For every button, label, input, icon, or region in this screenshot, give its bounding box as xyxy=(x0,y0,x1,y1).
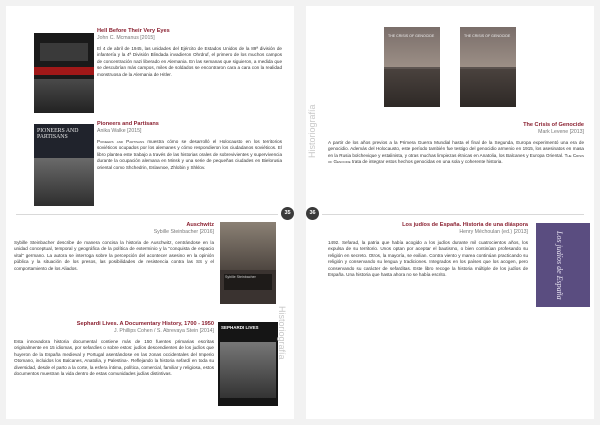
book-author: Henry Méchoulan (ed.) [2013] xyxy=(459,229,528,235)
book-cover-crisis-of-genocide-vol1[interactable] xyxy=(384,27,440,107)
book-entry-crisis xyxy=(328,122,584,166)
book-author: Anika Walke [2015] xyxy=(97,128,142,134)
book-entry-pioneers xyxy=(97,121,282,171)
divider xyxy=(322,214,584,215)
book-entry-hell xyxy=(97,28,282,78)
book-author: Mark Levene [2013] xyxy=(538,129,584,135)
book-title[interactable]: Auschwitz xyxy=(186,222,214,228)
page-number-left: 35 xyxy=(281,207,294,220)
cover-title: THE CRISIS OF GENOCIDE xyxy=(464,34,511,38)
book-entry-sephardi xyxy=(14,321,214,377)
book-cover-sephardi-lives[interactable] xyxy=(218,322,278,406)
page-number-right: 36 xyxy=(306,207,319,220)
left-page xyxy=(6,6,294,419)
book-cover-auschwitz[interactable] xyxy=(220,222,276,304)
book-description: A partir de los años previos a la Primera Guerra Mundial hasta el final de la Segunda, Europa experimentó una era de genocidio. Además del Holocausto, este período también fue testigo del genocidio armenio en 1915, los asesinatos en masa en la Rusia bolchevique y estalinista, y otras muchas limpiezas étnicas en Anatolia, los Balcanes y Europa Oriental. The Crisis of Genocide trata de integrar estos hechos genocidas en una sola y coherente historia. xyxy=(328,140,584,165)
book-title[interactable]: The Crisis of Genocide xyxy=(523,122,584,128)
cover-label: Sybille Steinbacher xyxy=(224,274,272,290)
book-title-inline: Pioneers and Partisans xyxy=(97,139,145,144)
cover-title: Los judíos de España xyxy=(555,231,564,300)
cover-title: PIONEERS AND PARTISANS xyxy=(37,128,79,141)
book-description: El 4 de abril de 1945, las unidades del Ejército de Estados Unidos de la 89ª división de infantería y la 4ª División Blindada invadieron Ohrdruf, el primero de los muchos campos de concentración nazi liberado en Alemania. En las semanas que siguieron, a medida que se descubrían más campos, miles de soldados se encontraron cara a cara con la realidad monstruosa de la Alemania de Hitler. xyxy=(97,46,282,77)
book-description: Sybille Steinbacher describe de manera concisa la historia de Auschwitz, centrándose en la unidad conceptual, temporal y geográfica de la política de exterminio y la "conquista de espacio vital" germano. La autora se interroga sobre la percepción del acontecer asesino en la opinión pública y la situación de los presos, las posibilidades de resistencia contra las SS y el comportamiento de los Aliados. xyxy=(14,240,214,271)
book-entry-judios xyxy=(328,222,528,278)
book-description: Pioneers and Partisans muestra cómo se desarrolló el Holocausto en los territorios soviéticos ocupados por los alemanes y cómo respondieron los ciudadanos soviéticos. El libro plantea este trabajo a través de las historias orales de sobrevivientes y supervivencia durante la ocupación alemana en Minsk y una serie de pequeñas ciudades en Bielorusia oriental como Shchedrin, Eslavnoe, Zhlobin y Shklov. xyxy=(97,139,282,170)
book-description: Esta innovadora historia documental contiene más de 150 fuentes primarias escritas originalmente en 15 idiomas, por sefardíes o sobre estos: judíos descendientes de los judíos que huyeron de la España medieval y Portugal asentándose en las zonas occidentales del Imperio Otomano, incluidos los Balcanes, Anatolia, y Palestina-. Reflejando la historia sefardí en toda su diversidad, desde el parto a la corte, la esfera íntima, política, comercial, familiar y religiosa, estos documentos muestran la vida dentro de estas comunidades judías distintivas. xyxy=(14,339,214,377)
section-label-historiografia: Historiografía xyxy=(307,104,317,158)
book-title-inline: The Crisis of Genocide xyxy=(328,152,584,165)
section-label-historiografia: Historiografía xyxy=(277,306,287,360)
book-cover-crisis-of-genocide-vol2[interactable] xyxy=(460,27,516,107)
book-title[interactable]: Hell Before Their Very Eyes xyxy=(97,28,170,34)
right-page xyxy=(306,6,594,419)
book-cover-los-judios-de-espana[interactable] xyxy=(536,223,590,307)
book-description: 1492. Sefarad, la patria que había acogido a los judíos durante mil cuatrocientos años, los expulsa de su territorio. Unos optan por aceptar el bautismo, o bien continúan profesando su religión en secreto. Otros, la mayoría, se exilian. Contra viento y marea continúan practicando su religión y conservando su lengua y tradiciones. Integrados en los países que los acogen, pero conservando su carácter de sefarditas. Este libro recoge la historia múltiple de los judíos de España. Una historia que hasta ahora no se había escrito. xyxy=(328,240,528,278)
cover-title: THE CRISIS OF GENOCIDE xyxy=(388,34,435,38)
divider xyxy=(16,214,278,215)
book-title[interactable]: Sephardi Lives. A Documentary History, 1700 - 1950 xyxy=(76,321,214,327)
book-entry-auschwitz xyxy=(14,222,214,272)
book-title[interactable]: Los judíos de España. Historia de una diáspora xyxy=(402,222,528,228)
book-author: J. Phillips Cohen / S. Abrevaya Stein [2014] xyxy=(113,328,214,334)
book-cover-hell-before-their-very-eyes[interactable] xyxy=(34,33,94,113)
book-title[interactable]: Pioneers and Partisans xyxy=(97,121,159,127)
book-author: John C. Mcmanus [2015] xyxy=(97,35,155,41)
cover-title: SEPHARDI LIVES xyxy=(221,325,259,330)
book-cover-pioneers-and-partisans[interactable] xyxy=(34,124,94,206)
book-author: Sybille Steinbacher [2016] xyxy=(153,229,214,235)
